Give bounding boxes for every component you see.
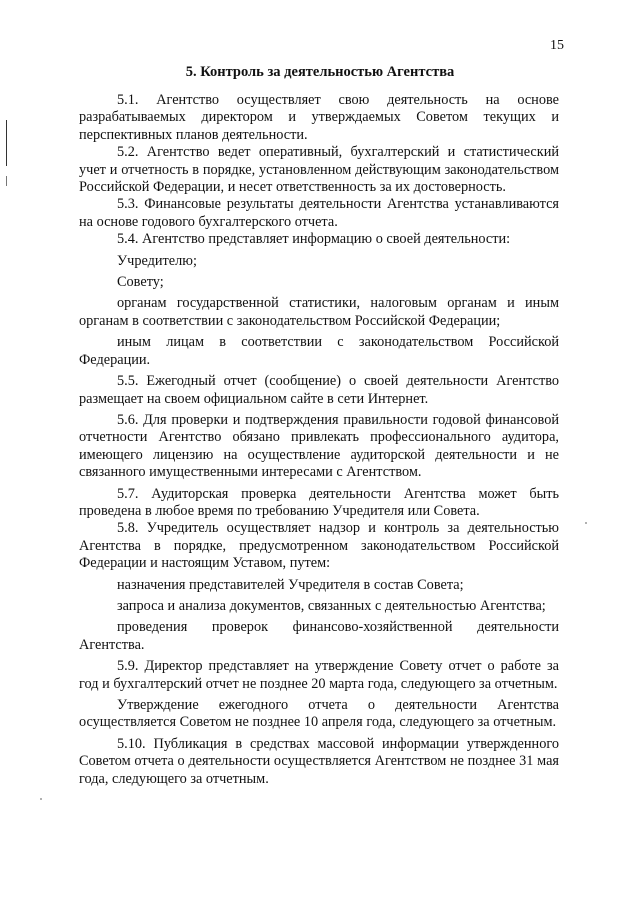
- list-item-appointment: назначения представителей Учредителя в состав Совета;: [117, 576, 464, 593]
- paragraph-5-7: 5.7. Аудиторская проверка деятельности Агентства может быть проведена в любое время по требованию Учредителя или Совета.: [79, 485, 559, 519]
- paragraph-5-4: 5.4. Агентство представляет информацию о своей деятельности:: [117, 231, 511, 248]
- list-item-founder: Учредителю;: [117, 252, 197, 269]
- paragraph-5-5: 5.5. Ежегодный отчет (сообщение) о своей деятельности Агентство размещает на своем официальном сайте в сети Интернет.: [79, 373, 559, 407]
- paragraph-5-2: 5.2. Агентство ведет оперативный, бухгалтерский и статистический учет и отчетность в порядке, установленном действующим законодательством Российской Федерации, и несет ответственность за их достоверность.: [79, 144, 559, 196]
- document-body: [79, 92, 559, 788]
- margin-mark: [6, 176, 7, 186]
- paragraph-5-1: 5.1. Агентство осуществляет свою деятельность на основе разрабатываемых директором и утверждаемых Советом текущих и перспективных планов деятельности.: [79, 92, 559, 143]
- paragraph-5-6: 5.6. Для проверки и подтверждения правильности годовой финансовой отчетности Агентство обязано привлекать профессионального аудитора, имеющего лицензию на осуществление аудиторской деятельности и не связанного имущественными интересами с Агентством.: [79, 411, 559, 481]
- paragraph-5-9: 5.9. Директор представляет на утверждение Совету отчет о работе за год и бухгалтерский отчет не позднее 20 марта года, следующего за отчетным.: [79, 658, 559, 692]
- list-item-audit: проведения проверок финансово-хозяйственной деятельности Агентства.: [79, 619, 559, 653]
- paragraph-5-8: 5.8. Учредитель осуществляет надзор и контроль за деятельностью Агентства в порядке, предусмотренном законодательством Российской Федерации и настоящим Уставом, путем:: [79, 520, 559, 572]
- list-item-request: запроса и анализа документов, связанных с деятельностью Агентства;: [117, 597, 546, 614]
- paragraph-5-3: 5.3. Финансовые результаты деятельности Агентства устанавливаются на основе годового бухгалтерского отчета.: [79, 196, 559, 230]
- list-item-council: Совету;: [117, 274, 164, 291]
- list-item-state-bodies: органам государственной статистики, налоговым органам и иным органам в соответствии с законодательством Российской Федерации;: [79, 295, 559, 329]
- section-title: 5. Контроль за деятельностью Агентства: [185, 64, 455, 80]
- paragraph-approval: Утверждение ежегодного отчета о деятельности Агентства осуществляется Советом не позднее 10 апреля года, следующего за отчетным.: [79, 697, 559, 731]
- page-number: 15: [550, 38, 564, 53]
- scan-speck: [40, 798, 42, 800]
- margin-mark: [6, 120, 7, 166]
- paragraph-5-10: 5.10. Публикация в средствах массовой информации утвержденного Советом отчета о деятельности осуществляется Агентством не позднее 31 мая года, следующего за отчетным.: [79, 735, 559, 787]
- scan-speck: [585, 522, 587, 524]
- list-item-other-persons: иным лицам в соответствии с законодательством Российской Федерации.: [79, 334, 559, 368]
